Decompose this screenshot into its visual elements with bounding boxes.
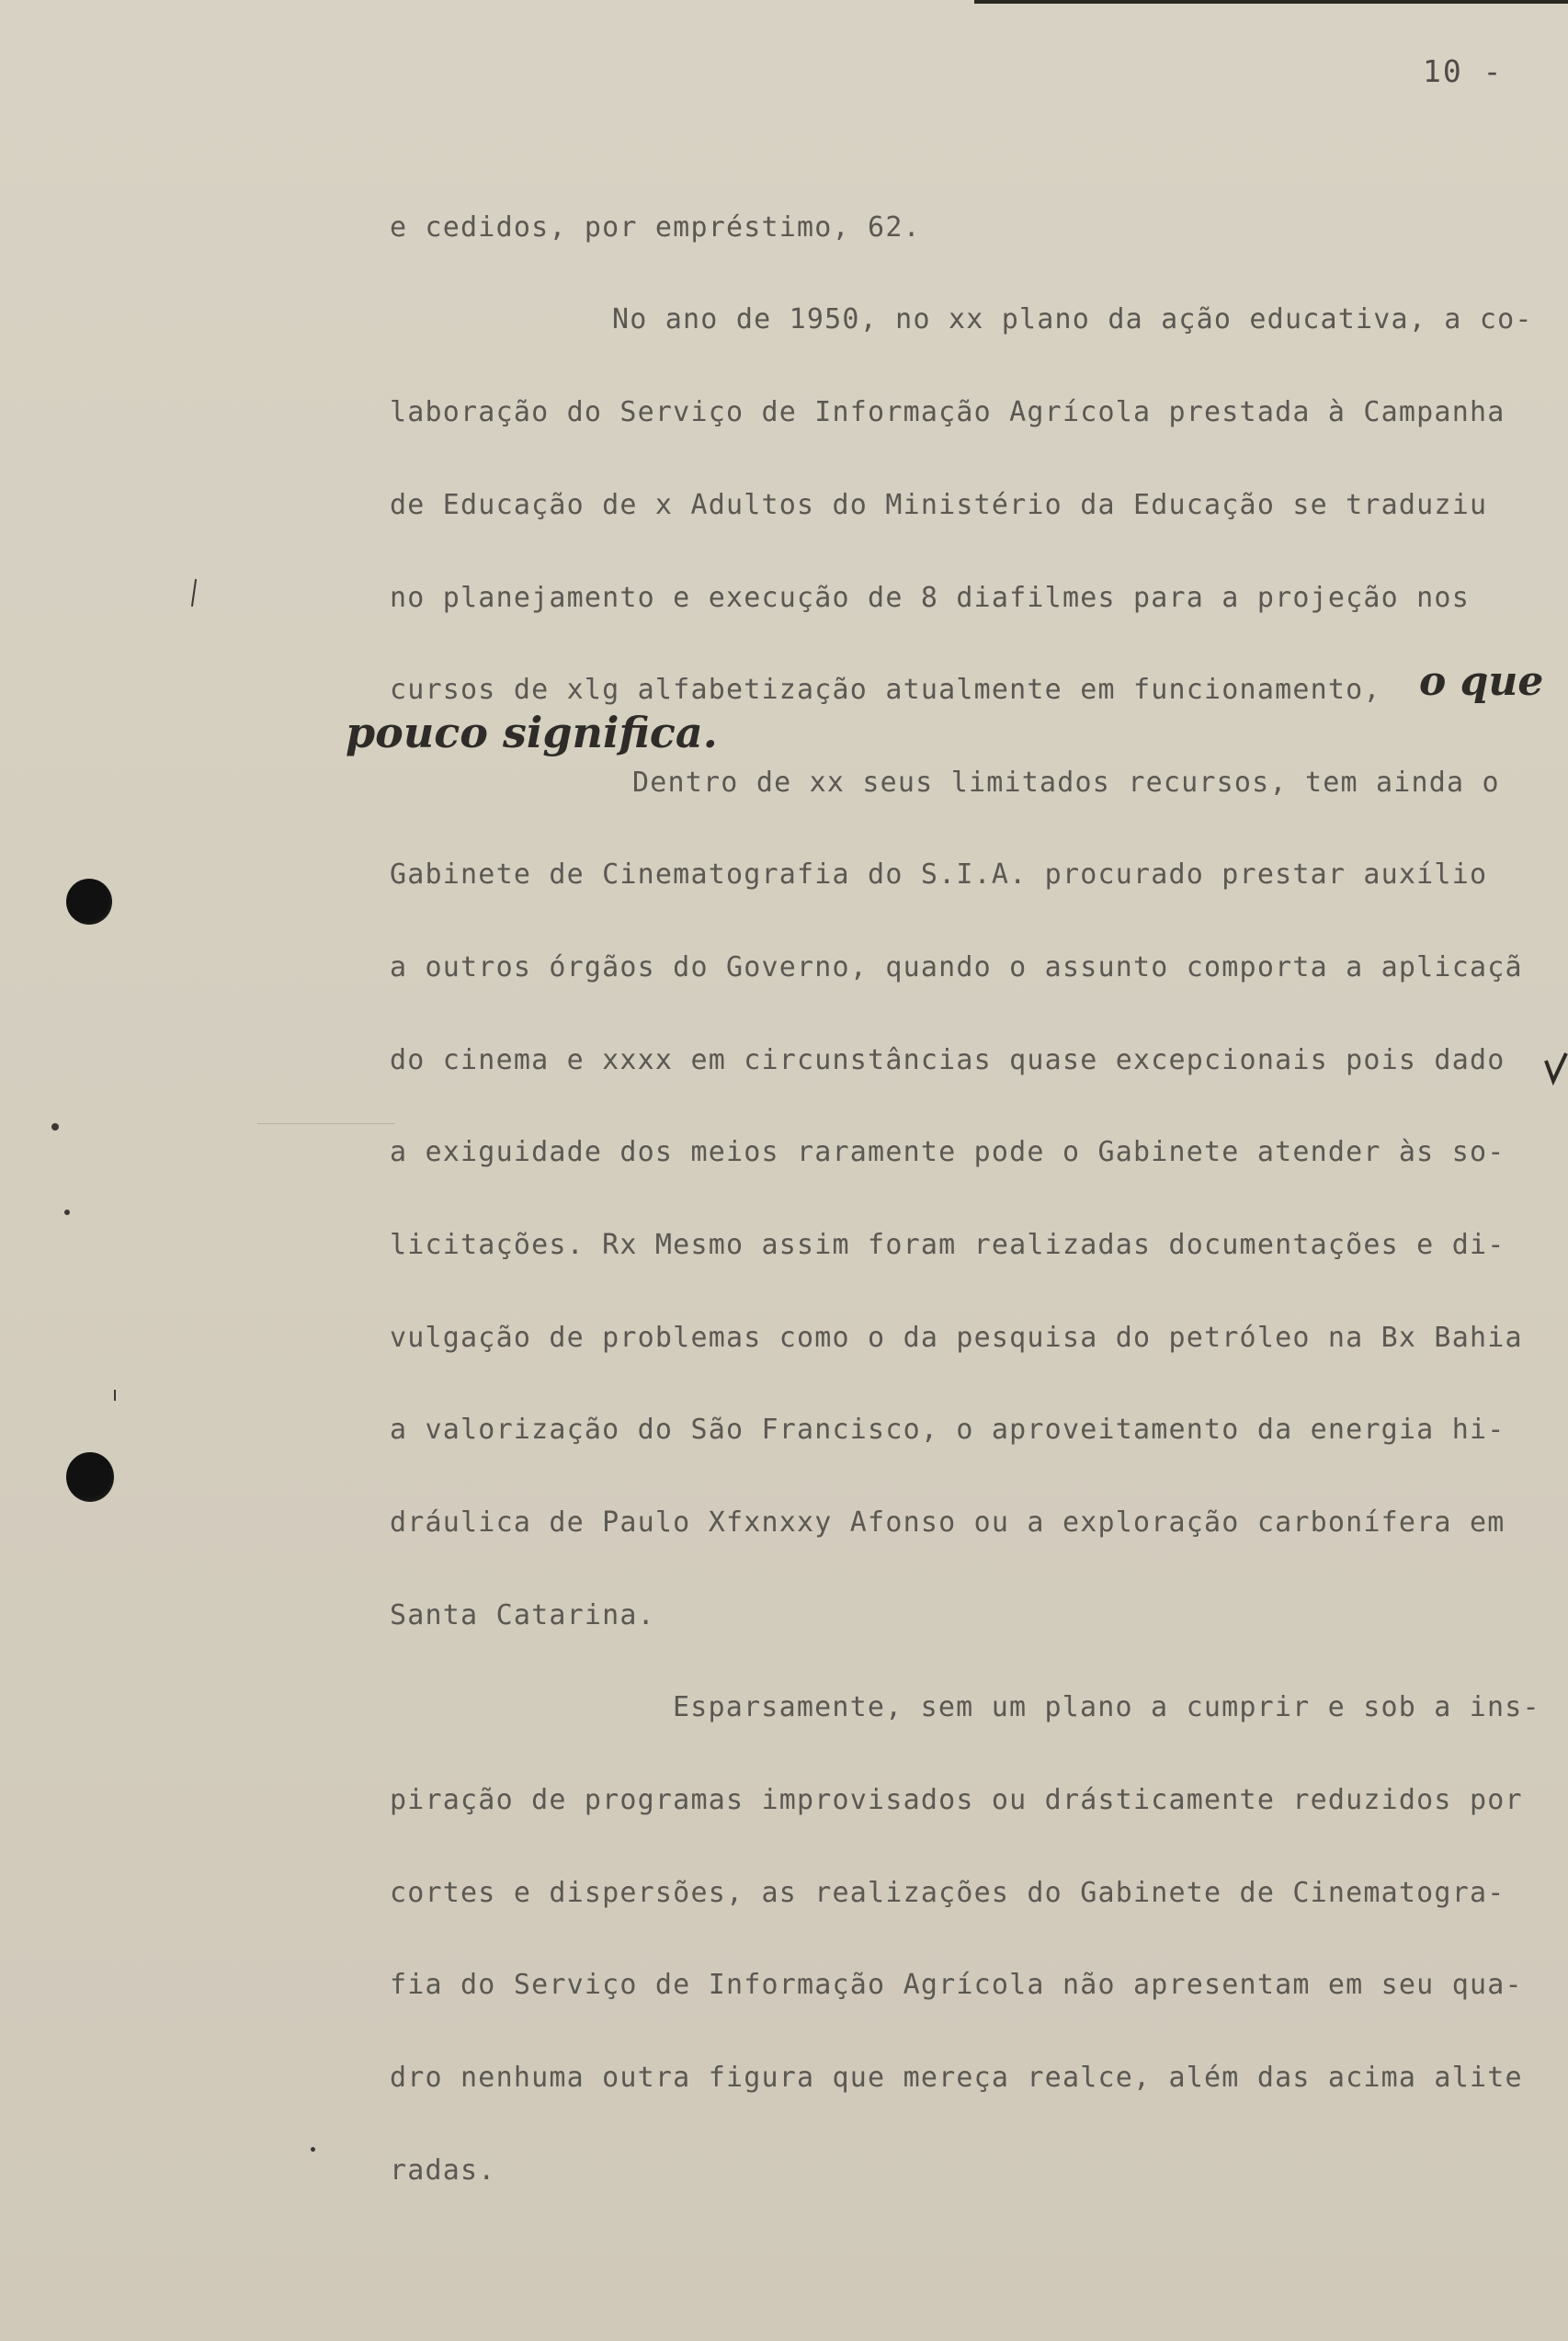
text-line-6: cursos de xlg alfabetização atualmente em funcionamento, xyxy=(390,674,1381,706)
text-line-13: vulgação de problemas como o da pesquisa do petróleo na Bx Bahia xyxy=(390,1322,1523,1354)
text-line-14: a valorização do São Francisco, o aproveitamento da energia hi- xyxy=(390,1414,1506,1446)
text-line-22: radas. xyxy=(390,2154,496,2187)
margin-mark xyxy=(114,1390,116,1401)
speck xyxy=(51,1123,59,1131)
text-line-17: Esparsamente, sem um plano a cumprir e sob a ins- xyxy=(673,1691,1540,1723)
text-line-10: do cinema e xxxx em circunstâncias quase excepcionais pois dado xyxy=(390,1044,1506,1076)
speck xyxy=(64,1210,70,1215)
handwritten-note-start: pouco significa. xyxy=(346,708,718,757)
text-line-19: cortes e dispersões, as realizações do Gabinete de Cinematogra- xyxy=(390,1877,1506,1909)
text-line-9: a outros órgãos do Governo, quando o assunto comporta a aplicaçã xyxy=(390,951,1523,983)
text-line-1: e cedidos, por empréstimo, 62. xyxy=(390,211,921,244)
page-number: 10 - xyxy=(1423,53,1504,89)
page-top-edge xyxy=(974,0,1568,4)
punch-hole-upper xyxy=(66,879,112,925)
text-line-5: no planejamento e execução de 8 diafilmes para a projeção nos xyxy=(390,582,1470,614)
faint-rule xyxy=(257,1123,395,1124)
text-line-7: Dentro de xx seus limitados recursos, tem ainda o xyxy=(632,767,1500,799)
margin-mark xyxy=(191,579,197,607)
text-line-4: de Educação de x Adultos do Ministério da Educação se traduziu xyxy=(390,489,1488,521)
punch-hole-lower xyxy=(66,1452,114,1502)
text-line-16: Santa Catarina. xyxy=(390,1599,655,1631)
text-line-18: piração de programas improvisados ou drásticamente reduzidos por xyxy=(390,1784,1523,1816)
handwritten-note-end: o que xyxy=(1419,658,1544,705)
text-line-11: a exiguidade dos meios raramente pode o Gabinete atender às so- xyxy=(390,1136,1506,1168)
text-line-15: dráulica de Paulo Xfxnxxy Afonso ou a exploração carbonífera em xyxy=(390,1506,1506,1539)
text-line-2: No ano de 1950, no xx plano da ação educativa, a co- xyxy=(612,303,1533,335)
text-line-20: fia do Serviço de Informação Agrícola não apresentam em seu qua- xyxy=(390,1969,1523,2001)
text-line-21: dro nenhuma outra figura que mereça realce, além das acima alite xyxy=(390,2062,1523,2094)
text-line-12: licitações. Rx Mesmo assim foram realizadas documentações e di- xyxy=(390,1229,1506,1261)
checkmark-icon xyxy=(1544,1051,1568,1088)
text-line-3: laboração do Serviço de Informação Agrícola prestada à Campanha xyxy=(390,396,1506,428)
speck xyxy=(311,2147,315,2152)
text-line-8: Gabinete de Cinematografia do S.I.A. procurado prestar auxílio xyxy=(390,858,1488,891)
